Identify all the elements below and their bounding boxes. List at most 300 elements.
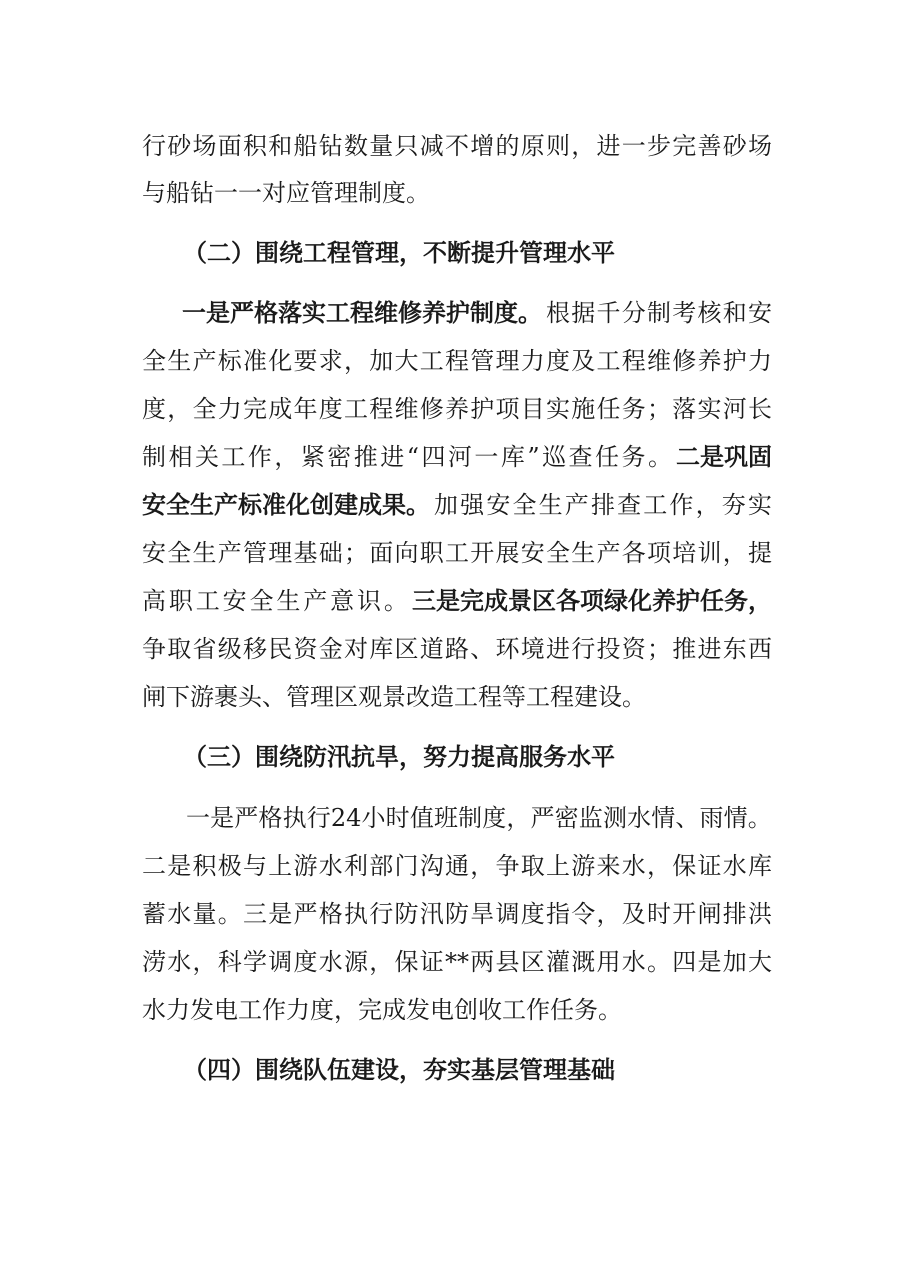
text-glyph: 、 bbox=[675, 804, 700, 832]
text-glyph: 根 bbox=[546, 299, 570, 327]
text-glyph: 保 bbox=[672, 852, 697, 880]
text-glyph: 向 bbox=[394, 539, 419, 567]
text-glyph: 科 bbox=[217, 948, 242, 976]
text-glyph: 砂 bbox=[167, 132, 192, 160]
text-glyph: 进 bbox=[697, 635, 722, 663]
text-glyph: 严 bbox=[530, 804, 555, 832]
text-glyph: 和 bbox=[722, 299, 747, 327]
text-glyph: 工 bbox=[419, 347, 444, 375]
text-glyph: 积 bbox=[243, 132, 267, 160]
text-glyph: 推 bbox=[672, 635, 697, 663]
text-glyph: 开 bbox=[672, 900, 697, 928]
section-heading-3: （三）围绕防汛抗旱，努力提高服务水平 bbox=[183, 742, 615, 771]
text-glyph: 工 bbox=[643, 491, 668, 519]
text-glyph: 实 bbox=[697, 395, 722, 423]
text-glyph: ， bbox=[369, 948, 394, 976]
text-glyph: 产 bbox=[303, 587, 328, 615]
text-glyph: 生 bbox=[192, 539, 217, 567]
text-glyph: 学 bbox=[243, 948, 267, 976]
text-glyph: 职 bbox=[419, 539, 444, 567]
text-glyph: 和 bbox=[268, 132, 293, 160]
text-glyph: 善 bbox=[697, 132, 722, 160]
text-glyph: ， bbox=[506, 804, 531, 832]
text-glyph: 时 bbox=[385, 804, 410, 832]
text-glyph: 准 bbox=[243, 347, 267, 375]
text-glyph: 安 bbox=[520, 539, 545, 567]
text-glyph: 及 bbox=[621, 900, 646, 928]
text-glyph: 调 bbox=[268, 948, 293, 976]
text-glyph: 取 bbox=[520, 852, 545, 880]
text-glyph: 工 bbox=[596, 347, 621, 375]
text-glyph: 生 bbox=[167, 347, 192, 375]
text-glyph: 任 bbox=[596, 395, 621, 423]
text-glyph: 时 bbox=[647, 900, 671, 928]
text-glyph: 执 bbox=[282, 804, 307, 832]
text-glyph: 用 bbox=[596, 948, 621, 976]
text-glyph: 工 bbox=[195, 587, 220, 615]
text-glyph: 防 bbox=[445, 900, 469, 928]
text-glyph: 落 bbox=[672, 395, 697, 423]
text-glyph: 。 bbox=[383, 587, 408, 615]
text-glyph: 不 bbox=[445, 132, 469, 160]
text-glyph: 河 bbox=[722, 395, 747, 423]
text-glyph: ， bbox=[571, 132, 596, 160]
text-glyph: 监 bbox=[578, 804, 603, 832]
text-glyph: 务 bbox=[621, 395, 646, 423]
text-glyph: 安 bbox=[222, 587, 247, 615]
text-glyph: 水 bbox=[318, 948, 343, 976]
text-glyph: 求 bbox=[318, 347, 343, 375]
text-glyph: 修 bbox=[672, 347, 697, 375]
text-glyph: 程 bbox=[369, 395, 394, 423]
text-glyph: 减 bbox=[419, 132, 444, 160]
text-glyph: ， bbox=[192, 948, 217, 976]
text-glyph: 查 bbox=[568, 443, 593, 471]
text-glyph: 长 bbox=[748, 395, 772, 423]
text-glyph: 严 bbox=[234, 804, 259, 832]
text-glyph: 河 bbox=[447, 443, 472, 471]
text-glyph: 度 bbox=[520, 900, 545, 928]
text-glyph: 的 bbox=[495, 132, 520, 160]
paragraph-line bbox=[142, 392, 772, 426]
text-glyph: 船 bbox=[293, 132, 318, 160]
text-glyph: 24 bbox=[330, 804, 362, 832]
text-glyph: 门 bbox=[394, 852, 419, 880]
text-glyph: 通 bbox=[445, 852, 469, 880]
text-glyph: “ bbox=[406, 443, 419, 471]
text-glyph: 行 bbox=[142, 132, 166, 160]
text-glyph: 力 bbox=[217, 395, 242, 423]
text-glyph: 雨 bbox=[699, 804, 724, 832]
text-glyph: 积 bbox=[192, 852, 217, 880]
text-glyph: 小 bbox=[361, 804, 386, 832]
paragraph-text bbox=[546, 296, 772, 330]
text-glyph: 情 bbox=[723, 804, 748, 832]
text-glyph: 安 bbox=[748, 299, 772, 327]
text-glyph: 情 bbox=[651, 804, 676, 832]
text-glyph: 量 bbox=[369, 132, 394, 160]
text-glyph: 旱 bbox=[470, 900, 495, 928]
paragraph-line bbox=[186, 801, 772, 835]
text-glyph: 进 bbox=[546, 635, 570, 663]
text-glyph: 加 bbox=[434, 491, 458, 519]
bold-lead-phrase: 二是巩固 bbox=[676, 442, 772, 471]
text-glyph: 度 bbox=[293, 948, 318, 976]
text-glyph: ， bbox=[596, 900, 621, 928]
text-glyph: 部 bbox=[369, 852, 394, 880]
text-glyph: 全 bbox=[512, 491, 537, 519]
text-glyph: 理 bbox=[495, 347, 520, 375]
text-glyph: 是 bbox=[167, 852, 192, 880]
text-glyph: 步 bbox=[647, 132, 671, 160]
text-glyph: 完 bbox=[243, 395, 267, 423]
text-glyph: 力 bbox=[520, 347, 545, 375]
text-glyph: 全 bbox=[546, 539, 570, 567]
text-glyph: 成 bbox=[268, 395, 293, 423]
text-glyph: 量 bbox=[192, 900, 217, 928]
text-glyph: 高 bbox=[142, 587, 166, 615]
text-glyph: 加 bbox=[369, 347, 394, 375]
text-glyph: 提 bbox=[748, 539, 772, 567]
text-glyph: 灌 bbox=[546, 948, 570, 976]
text-glyph: 与 bbox=[243, 852, 267, 880]
text-glyph: 进 bbox=[380, 443, 405, 471]
text-glyph: 开 bbox=[470, 539, 495, 567]
paragraph-text bbox=[142, 440, 672, 474]
text-glyph: 相 bbox=[168, 443, 193, 471]
text-glyph: 基 bbox=[293, 539, 318, 567]
text-glyph: 证 bbox=[419, 948, 444, 976]
text-glyph: ** bbox=[445, 948, 469, 976]
text-glyph: 标 bbox=[217, 347, 242, 375]
text-glyph: 强 bbox=[460, 491, 485, 519]
text-glyph: 库 bbox=[369, 635, 394, 663]
text-glyph: ， bbox=[344, 347, 368, 375]
text-glyph: 度 bbox=[142, 395, 166, 423]
text-glyph: 一 bbox=[474, 443, 499, 471]
text-glyph: 工 bbox=[221, 443, 246, 471]
text-glyph: 化 bbox=[268, 347, 293, 375]
text-glyph: 年 bbox=[293, 395, 318, 423]
text-glyph: 产 bbox=[596, 539, 621, 567]
text-glyph: 争 bbox=[142, 635, 166, 663]
text-glyph: 紧 bbox=[300, 443, 325, 471]
text-glyph: 汛 bbox=[419, 900, 444, 928]
text-glyph: 行 bbox=[306, 804, 331, 832]
text-glyph: 目 bbox=[520, 395, 545, 423]
text-glyph: 源 bbox=[344, 948, 368, 976]
text-glyph: 场 bbox=[192, 132, 217, 160]
text-glyph: 管 bbox=[470, 347, 495, 375]
text-glyph: 场 bbox=[748, 132, 772, 160]
text-glyph: 对 bbox=[344, 635, 368, 663]
text-glyph: 一 bbox=[621, 132, 646, 160]
bold-lead-phrase: 三是完成景区各项绿化养护任务， bbox=[412, 586, 772, 615]
text-glyph: 大 bbox=[748, 948, 772, 976]
text-glyph: 维 bbox=[394, 395, 419, 423]
text-glyph: 全 bbox=[142, 347, 166, 375]
text-glyph: 取 bbox=[167, 635, 192, 663]
text-glyph: 完 bbox=[672, 132, 697, 160]
text-glyph: 游 bbox=[571, 852, 596, 880]
text-glyph: 意 bbox=[330, 587, 355, 615]
text-glyph: 查 bbox=[617, 491, 642, 519]
text-glyph: 二 bbox=[142, 852, 166, 880]
text-glyph: 一 bbox=[186, 804, 210, 832]
text-glyph: 项 bbox=[647, 539, 671, 567]
text-glyph: 护 bbox=[470, 395, 495, 423]
text-glyph: ， bbox=[647, 852, 671, 880]
text-glyph: 钻 bbox=[318, 132, 343, 160]
text-glyph: 大 bbox=[394, 347, 419, 375]
text-glyph: 严 bbox=[293, 900, 318, 928]
paragraph-line bbox=[142, 945, 772, 979]
text-glyph: 境 bbox=[520, 635, 545, 663]
text-glyph: 来 bbox=[596, 852, 621, 880]
paragraph-line: 闸下游裹头、管理区观景改造工程等工程建设。 bbox=[142, 683, 646, 711]
text-glyph: 、 bbox=[470, 635, 495, 663]
text-glyph: 生 bbox=[571, 539, 596, 567]
text-glyph: 巡 bbox=[542, 443, 567, 471]
text-glyph: 投 bbox=[596, 635, 621, 663]
text-glyph: 进 bbox=[596, 132, 621, 160]
text-glyph: 安 bbox=[142, 539, 166, 567]
text-glyph: 民 bbox=[268, 635, 293, 663]
text-glyph: 关 bbox=[194, 443, 219, 471]
text-glyph: 产 bbox=[564, 491, 589, 519]
text-glyph: 利 bbox=[344, 852, 368, 880]
text-glyph: 执 bbox=[344, 900, 368, 928]
text-glyph: 水 bbox=[621, 852, 646, 880]
paragraph-line bbox=[142, 129, 772, 163]
text-glyph: 防 bbox=[394, 900, 419, 928]
text-glyph: ， bbox=[695, 491, 720, 519]
text-glyph: 础 bbox=[318, 539, 343, 567]
text-glyph: 极 bbox=[217, 852, 242, 880]
text-glyph: 环 bbox=[495, 635, 520, 663]
text-glyph: ” bbox=[527, 443, 540, 471]
text-glyph: 水 bbox=[167, 948, 192, 976]
paragraph-line: 与船钻一一对应管理制度。 bbox=[142, 179, 430, 207]
text-glyph: 格 bbox=[258, 804, 283, 832]
text-glyph: ， bbox=[274, 443, 299, 471]
text-glyph: 砂 bbox=[722, 132, 747, 160]
text-glyph: 沟 bbox=[419, 852, 444, 880]
text-glyph: ， bbox=[167, 395, 192, 423]
text-glyph: 原 bbox=[520, 132, 545, 160]
text-glyph: 修 bbox=[419, 395, 444, 423]
text-glyph: 实 bbox=[546, 395, 570, 423]
paragraph-line: 水力发电工作力度，完成发电创收工作任务。 bbox=[142, 996, 622, 1024]
text-glyph: 排 bbox=[722, 900, 747, 928]
text-glyph: 全 bbox=[167, 539, 192, 567]
bold-lead-phrase: 安全生产标准化创建成果。 bbox=[142, 490, 430, 519]
text-glyph: 行 bbox=[369, 900, 394, 928]
text-glyph: 展 bbox=[495, 539, 520, 567]
text-glyph: 移 bbox=[243, 635, 267, 663]
text-glyph: 数 bbox=[344, 132, 368, 160]
text-glyph: 争 bbox=[495, 852, 520, 880]
paragraph-line bbox=[142, 897, 772, 931]
text-glyph: 蓄 bbox=[142, 900, 166, 928]
paragraph-line bbox=[142, 488, 772, 522]
paragraph-line bbox=[182, 296, 772, 330]
text-glyph: 库 bbox=[748, 852, 772, 880]
text-glyph: 程 bbox=[445, 347, 469, 375]
text-glyph: ； bbox=[647, 395, 671, 423]
text-glyph: 则 bbox=[546, 132, 570, 160]
text-glyph: 生 bbox=[276, 587, 301, 615]
text-glyph: 。 bbox=[217, 900, 242, 928]
text-glyph: 水 bbox=[167, 900, 192, 928]
text-glyph: 水 bbox=[621, 948, 646, 976]
text-glyph: 制 bbox=[647, 299, 671, 327]
text-glyph: 溉 bbox=[571, 948, 596, 976]
text-glyph: 力 bbox=[748, 347, 772, 375]
text-glyph: ； bbox=[647, 635, 671, 663]
text-glyph: 制 bbox=[142, 443, 166, 471]
text-glyph: 省 bbox=[192, 635, 217, 663]
text-glyph: 度 bbox=[318, 395, 343, 423]
text-glyph: 。 bbox=[647, 948, 671, 976]
text-glyph: 三 bbox=[243, 900, 267, 928]
text-glyph: 四 bbox=[672, 948, 697, 976]
text-glyph: ， bbox=[722, 539, 747, 567]
text-glyph: 面 bbox=[217, 132, 242, 160]
text-glyph: 千 bbox=[596, 299, 621, 327]
text-glyph: 考 bbox=[672, 299, 697, 327]
text-glyph: 面 bbox=[369, 539, 394, 567]
text-glyph: 度 bbox=[546, 347, 570, 375]
paragraph-line bbox=[142, 584, 772, 618]
text-glyph: 库 bbox=[500, 443, 525, 471]
text-glyph: 加 bbox=[722, 948, 747, 976]
text-glyph: 路 bbox=[445, 635, 469, 663]
text-glyph: 格 bbox=[318, 900, 343, 928]
paragraph-line bbox=[142, 344, 772, 378]
text-glyph: 行 bbox=[571, 635, 596, 663]
text-glyph: 区 bbox=[520, 948, 545, 976]
text-glyph: 各 bbox=[621, 539, 646, 567]
text-glyph: 训 bbox=[697, 539, 722, 567]
text-glyph: 调 bbox=[495, 900, 520, 928]
text-glyph: 测 bbox=[602, 804, 627, 832]
text-glyph: 水 bbox=[627, 804, 652, 832]
text-glyph: 资 bbox=[621, 635, 646, 663]
paragraph-line bbox=[142, 632, 772, 666]
paragraph-text bbox=[142, 584, 408, 618]
text-glyph: 职 bbox=[168, 587, 193, 615]
text-glyph: 证 bbox=[697, 852, 722, 880]
text-glyph: 维 bbox=[647, 347, 671, 375]
text-glyph: 管 bbox=[243, 539, 267, 567]
text-glyph: 洪 bbox=[748, 900, 772, 928]
text-glyph: 理 bbox=[268, 539, 293, 567]
text-glyph: 四 bbox=[421, 443, 446, 471]
text-glyph: 任 bbox=[595, 443, 619, 471]
text-glyph: 是 bbox=[697, 948, 722, 976]
text-glyph: 闸 bbox=[697, 900, 722, 928]
section-heading-2: （二）围绕工程管理，不断提升管理水平 bbox=[183, 238, 615, 267]
paragraph-line bbox=[142, 849, 772, 883]
text-glyph: 值 bbox=[409, 804, 434, 832]
text-glyph: 作 bbox=[669, 491, 694, 519]
text-glyph: 。 bbox=[747, 804, 772, 832]
text-glyph: 全 bbox=[192, 395, 217, 423]
text-glyph: 级 bbox=[217, 635, 242, 663]
text-glyph: 班 bbox=[433, 804, 458, 832]
text-glyph: ； bbox=[344, 539, 368, 567]
text-glyph: 制 bbox=[458, 804, 483, 832]
text-glyph: 金 bbox=[318, 635, 343, 663]
text-glyph: 护 bbox=[722, 347, 747, 375]
text-glyph: 培 bbox=[672, 539, 697, 567]
paragraph-text bbox=[434, 488, 772, 522]
text-glyph: 上 bbox=[268, 852, 293, 880]
text-glyph: 养 bbox=[697, 347, 722, 375]
text-glyph: 产 bbox=[192, 347, 217, 375]
text-glyph: 东 bbox=[722, 635, 747, 663]
text-glyph: 保 bbox=[394, 948, 419, 976]
paragraph-line bbox=[142, 440, 772, 474]
text-glyph: 上 bbox=[546, 852, 570, 880]
text-glyph: 县 bbox=[495, 948, 520, 976]
text-glyph: 识 bbox=[357, 587, 381, 615]
text-glyph: 水 bbox=[722, 852, 747, 880]
text-glyph: 道 bbox=[419, 635, 444, 663]
text-glyph: 实 bbox=[747, 491, 772, 519]
text-glyph: 要 bbox=[293, 347, 318, 375]
text-glyph: 密 bbox=[554, 804, 579, 832]
text-glyph: 西 bbox=[748, 635, 772, 663]
text-glyph: 涝 bbox=[142, 948, 166, 976]
text-glyph: 夯 bbox=[721, 491, 746, 519]
text-glyph: 工 bbox=[344, 395, 368, 423]
text-glyph: 区 bbox=[394, 635, 419, 663]
text-glyph: 令 bbox=[571, 900, 596, 928]
text-glyph: 指 bbox=[546, 900, 570, 928]
text-glyph: 据 bbox=[571, 299, 596, 327]
text-glyph: 是 bbox=[268, 900, 293, 928]
text-glyph: 施 bbox=[571, 395, 596, 423]
text-glyph: 及 bbox=[571, 347, 596, 375]
text-glyph: ， bbox=[470, 852, 495, 880]
text-glyph: 全 bbox=[249, 587, 274, 615]
text-glyph: 生 bbox=[538, 491, 563, 519]
text-glyph: 只 bbox=[394, 132, 419, 160]
text-glyph: 项 bbox=[495, 395, 520, 423]
text-glyph: 两 bbox=[470, 948, 495, 976]
text-glyph: 推 bbox=[353, 443, 378, 471]
text-glyph: 游 bbox=[293, 852, 318, 880]
text-glyph: 程 bbox=[621, 347, 646, 375]
text-glyph: 是 bbox=[210, 804, 235, 832]
text-glyph: 养 bbox=[445, 395, 469, 423]
text-glyph: 务 bbox=[621, 443, 646, 471]
text-glyph: 安 bbox=[486, 491, 511, 519]
text-glyph: 增 bbox=[470, 132, 495, 160]
text-glyph: 排 bbox=[590, 491, 615, 519]
paragraph-line bbox=[142, 536, 772, 570]
text-glyph: 分 bbox=[621, 299, 646, 327]
text-glyph: 水 bbox=[318, 852, 343, 880]
text-glyph: 核 bbox=[697, 299, 722, 327]
bold-lead-phrase: 一是严格落实工程维修养护制度。 bbox=[182, 298, 542, 327]
text-glyph: 密 bbox=[327, 443, 352, 471]
text-glyph: 工 bbox=[445, 539, 469, 567]
text-glyph: 产 bbox=[217, 539, 242, 567]
section-heading-4: （四）围绕队伍建设，夯实基层管理基础 bbox=[183, 1055, 615, 1084]
